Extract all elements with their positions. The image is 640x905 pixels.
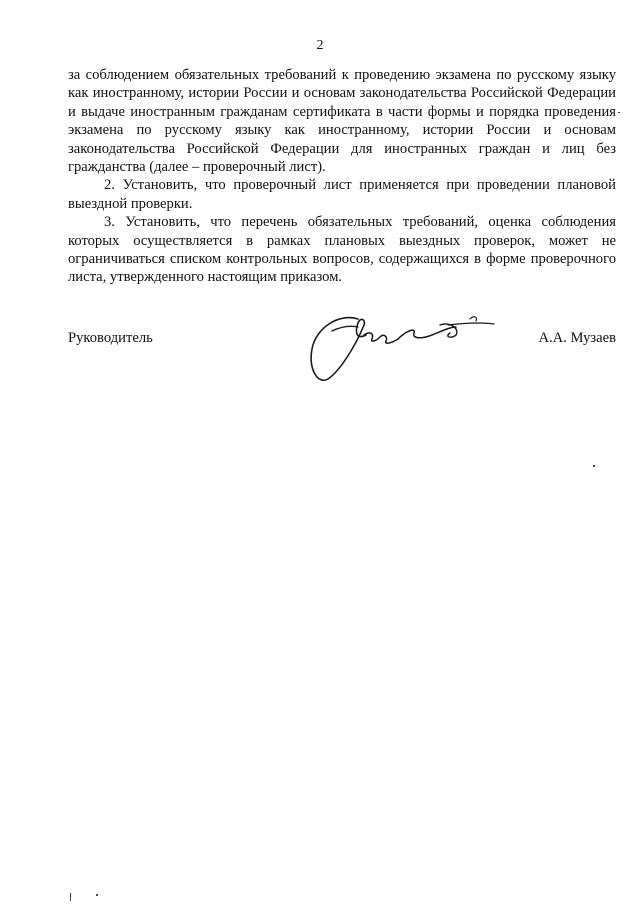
signer-name: А.А. Музаев <box>538 330 616 346</box>
paragraph-item-2: 2. Установить, что проверочный лист применяется при проведении плановой выездной проверки. <box>68 177 616 212</box>
scan-speck <box>593 465 595 467</box>
scan-speck <box>96 894 98 896</box>
scan-speck <box>70 893 71 901</box>
document-body <box>68 66 616 287</box>
signer-title: Руководитель <box>68 330 153 346</box>
paragraph-item-3: 3. Установить, что перечень обязательных требований, оценка соблюдения которых осуществляется в рамках плановых выездных проверок, может не ограничиваться списком контрольных вопросов, содержащихся в форме проверочного листа, утвержденного настоящим приказом. <box>68 214 616 286</box>
handwritten-signature <box>300 305 500 390</box>
page-number: 2 <box>316 38 324 53</box>
scan-speck <box>618 112 620 113</box>
paragraph-continuation: за соблюдением обязательных требований к проведению экзамена по русскому языку как иностранному, истории России и основам законодательства Российской Федерации и выдаче иностранным гражданам сертификата в части формы и порядка проведения экзамена по русскому языку как иностранному, истории России и основам законодательства Российской Федерации для иностранных граждан и лиц без гражданства (далее – проверочный лист). <box>68 67 616 176</box>
